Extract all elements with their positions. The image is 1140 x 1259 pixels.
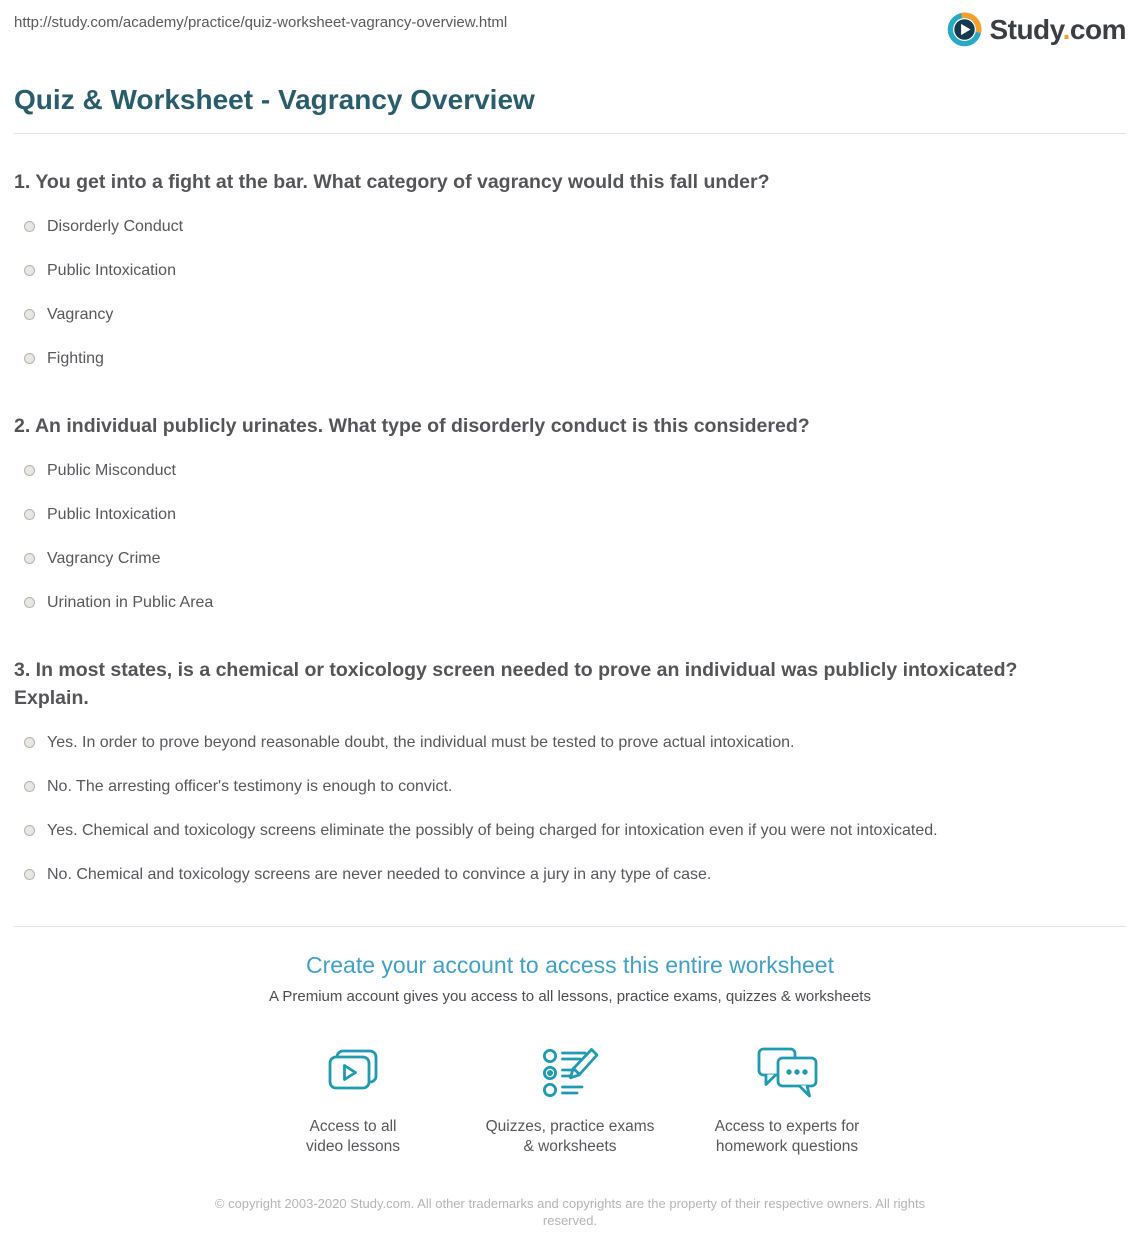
feature-label xyxy=(679,1117,896,1157)
option-label: Urination in Public Area xyxy=(47,593,214,611)
question-2-text: 2. An individual publicly urinates. What type of disorderly conduct is this considered? xyxy=(14,414,810,437)
question-3-option-3 xyxy=(14,820,1126,842)
question-3 xyxy=(14,656,1126,886)
question-3-option-4 xyxy=(14,864,1126,886)
feature-chat-experts xyxy=(679,1046,896,1157)
option-label: Public Intoxication xyxy=(47,261,176,279)
feature-label-line2: video lessons xyxy=(306,1137,400,1155)
option-label: Public Misconduct xyxy=(47,461,176,479)
features-row xyxy=(14,1046,1126,1157)
feature-label-line2: homework questions xyxy=(715,1137,859,1155)
header xyxy=(14,0,1126,48)
feature-label-line1: Access to all xyxy=(309,1117,397,1135)
chat-experts-icon xyxy=(755,1046,819,1104)
radio-button[interactable] xyxy=(24,737,35,748)
logo-text xyxy=(989,11,1126,48)
option-label: Disorderly Conduct xyxy=(47,217,184,235)
quizzes-worksheets-icon xyxy=(539,1046,601,1104)
question-3-text: 3. In most states, is a chemical or toxicology screen needed to prove an individual was publicly intoxicated? Explain. xyxy=(14,658,1018,709)
question-3-options xyxy=(14,732,1126,886)
banner-title: Create your account to access this entire worksheet xyxy=(306,951,834,978)
studycom-play-icon xyxy=(946,11,983,48)
studycom-logo[interactable] xyxy=(946,11,1126,48)
question-1-options xyxy=(14,216,1126,370)
page-title: Quiz & Worksheet - Vagrancy Overview xyxy=(14,84,535,115)
feature-video-lessons xyxy=(245,1046,462,1157)
option-label: Yes. Chemical and toxicology screens eliminate the possibly of being charged for intoxication even if you were not intoxicated. xyxy=(47,821,938,839)
feature-label xyxy=(462,1117,679,1157)
question-1-option-3 xyxy=(14,304,1126,326)
question-1-text: 1. You get into a fight at the bar. What category of vagrancy would this fall under? xyxy=(14,170,770,193)
radio-button[interactable] xyxy=(24,869,35,880)
divider-bottom xyxy=(14,926,1126,927)
logo-com: com xyxy=(1069,14,1126,45)
question-2-option-1 xyxy=(14,460,1126,482)
radio-button[interactable] xyxy=(24,221,35,232)
option-label: Vagrancy Crime xyxy=(47,549,161,567)
question-1-option-2 xyxy=(14,260,1126,282)
page-url: http://study.com/academy/practice/quiz-worksheet-vagrancy-overview.html xyxy=(14,14,508,31)
feature-label-line1: Quizzes, practice exams xyxy=(485,1117,655,1135)
radio-button[interactable] xyxy=(24,781,35,792)
logo-dot: . xyxy=(1062,14,1070,45)
question-1-option-4 xyxy=(14,348,1126,370)
feature-label-line1: Access to experts for xyxy=(714,1117,860,1135)
radio-button[interactable] xyxy=(24,265,35,276)
feature-quizzes-worksheets xyxy=(462,1046,679,1157)
banner-subtitle: A Premium account gives you access to all lessons, practice exams, quizzes & worksheets xyxy=(269,987,871,1005)
question-2 xyxy=(14,412,1126,614)
radio-button[interactable] xyxy=(24,509,35,520)
radio-button[interactable] xyxy=(24,353,35,364)
question-3-option-2 xyxy=(14,776,1126,798)
feature-label-line2: & worksheets xyxy=(523,1137,617,1155)
feature-label xyxy=(245,1117,462,1157)
logo-study: Study xyxy=(989,14,1063,45)
question-1-option-1 xyxy=(14,216,1126,238)
radio-button[interactable] xyxy=(24,597,35,608)
radio-button[interactable] xyxy=(24,553,35,564)
option-label: Fighting xyxy=(47,349,104,367)
radio-button[interactable] xyxy=(24,309,35,320)
divider-top xyxy=(14,133,1126,134)
video-lessons-icon xyxy=(324,1046,382,1104)
question-2-options xyxy=(14,460,1126,614)
question-2-option-4 xyxy=(14,592,1126,614)
question-2-option-3 xyxy=(14,548,1126,570)
option-label: Yes. In order to prove beyond reasonable doubt, the individual must be tested to prove actual intoxication. xyxy=(47,733,795,751)
question-1 xyxy=(14,168,1126,370)
option-label: No. The arresting officer's testimony is enough to convict. xyxy=(47,777,453,795)
option-label: Vagrancy xyxy=(47,305,114,323)
option-label: Public Intoxication xyxy=(47,505,176,523)
radio-button[interactable] xyxy=(24,825,35,836)
signup-banner xyxy=(14,952,1126,1157)
question-2-option-2 xyxy=(14,504,1126,526)
question-3-option-1 xyxy=(14,732,1126,754)
footer-copyright: © copyright 2003-2020 Study.com. All other trademarks and copyrights are the property of their respective owners. All rights reserved. xyxy=(214,1195,926,1228)
radio-button[interactable] xyxy=(24,465,35,476)
option-label: No. Chemical and toxicology screens are never needed to convince a jury in any type of case. xyxy=(47,865,712,883)
